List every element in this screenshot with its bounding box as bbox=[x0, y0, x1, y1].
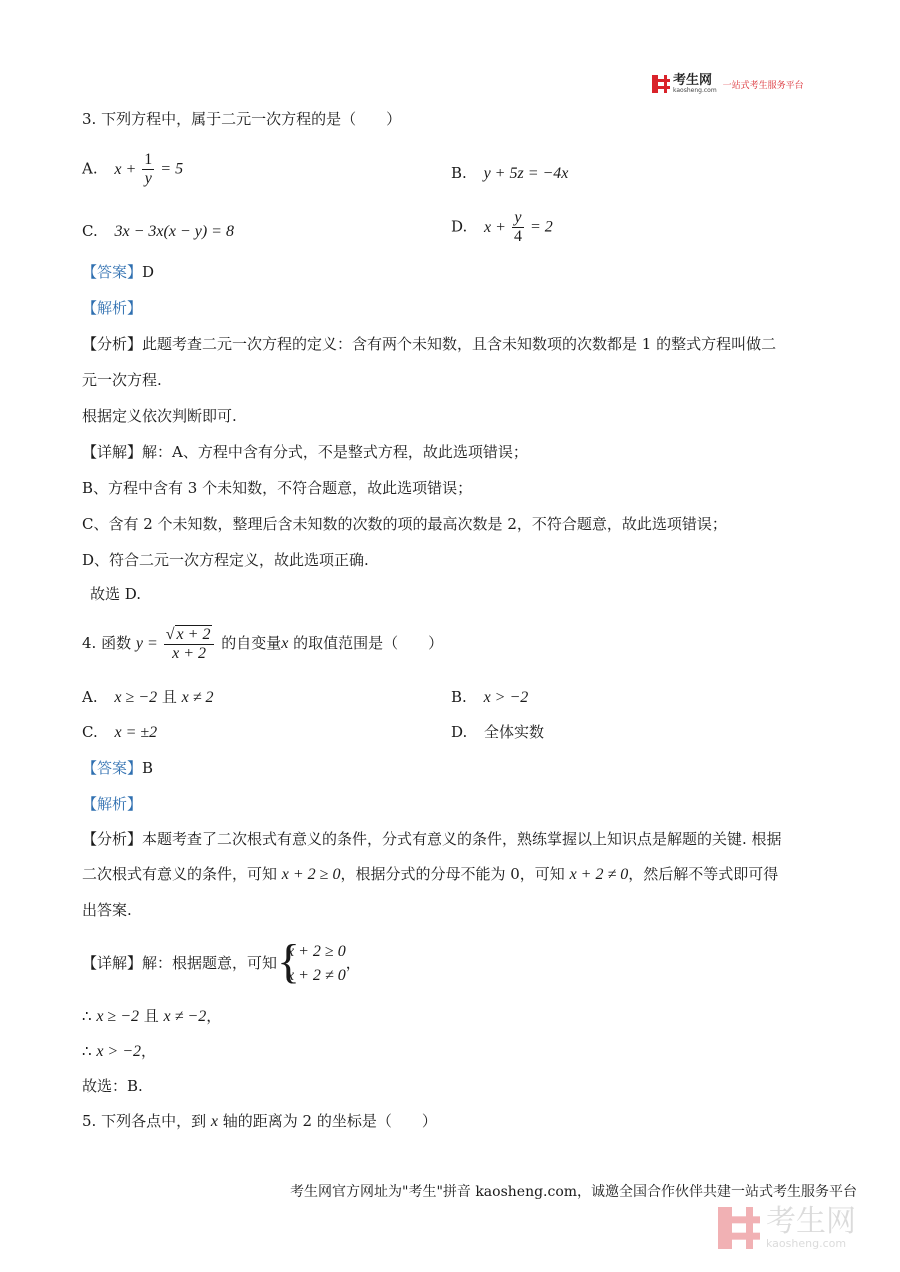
q4-fenxi-line-1: 【分析】本题考查了二次根式有意义的条件，分式有意义的条件，熟练掌握以上知识点是解题的关键. 根据 bbox=[82, 830, 782, 848]
q4-fenxi-line-2: 二次根式有意义的条件，可知 x + 2 ≥ 0，根据分式的分母不能为 0，可知 x + 2 ≠ 0，然后解不等式即可得 bbox=[82, 865, 779, 883]
q4-choose: 故选：B. bbox=[82, 1077, 143, 1095]
q5-stem: 5. 下列各点中，到 x 轴的距离为 2 的坐标是（ ） bbox=[82, 1112, 437, 1130]
q4-fenxi-line-3: 出答案. bbox=[82, 901, 132, 919]
kaosheng-logo-icon bbox=[652, 75, 670, 93]
q3-fenxi-line-2: 元一次方程. bbox=[82, 371, 162, 389]
q4-inequality-system: { x + 2 ≥ 0 x + 2 ≠ 0 bbox=[277, 935, 346, 988]
q4-stem-fraction: $\frac{√ x + 2}{x + 2}$ bbox=[164, 625, 215, 663]
header-logo bbox=[652, 74, 804, 94]
q3-detail-d: D、符合二元一次方程定义，故此选项正确. bbox=[82, 551, 369, 569]
q3-opt-d-fraction: $\frac{y}{4}$ bbox=[513, 209, 522, 245]
q3-detail-c: C、含有 2 个未知数，整理后含未知数的次数的项的最高次数是 2，不符合题意，故此选项错误； bbox=[82, 515, 727, 533]
q3-option-c: C. 3x − 3x(x − y) = 8 bbox=[82, 222, 234, 240]
q4-analysis-tag: 【解析】 bbox=[82, 795, 143, 813]
q3-rule-line: 根据定义依次判断即可. bbox=[82, 407, 237, 425]
left-brace-icon: { bbox=[277, 935, 301, 988]
q4-option-c: C. x = ±2 bbox=[82, 723, 158, 741]
q4-option-a: A. x ≥ −2 且 x ≠ 2 bbox=[82, 688, 214, 706]
q4-therefore-1: ∴ x ≥ −2 且 x ≠ −2， bbox=[82, 1007, 222, 1025]
logo-name: 考生网 bbox=[673, 73, 713, 88]
q3-answer: 【答案】D bbox=[82, 263, 155, 281]
q4-detail: 【详解】解：根据题意，可知 { x + 2 ≥ 0 x + 2 ≠ 0 ， bbox=[82, 935, 361, 988]
footer-text: 考生网官方网址为"考生"拼音 kaosheng.com，诚邀全国合作伙伴共建一站式考生服务平台 bbox=[290, 1184, 858, 1200]
q3-option-a: A. x + $\frac{1}{y}$ = 5 bbox=[82, 151, 184, 187]
q3-choose: 故选 D. bbox=[90, 585, 142, 603]
q4-therefore-2: ∴ x > −2， bbox=[82, 1042, 157, 1060]
watermark-domain: kaosheng.com bbox=[766, 1237, 847, 1250]
logo-slogan: 一站式考生服务平台 bbox=[722, 80, 804, 91]
q4-option-d: D. 全体实数 bbox=[451, 723, 545, 741]
q4-option-b: B. x > −2 bbox=[451, 688, 529, 706]
q3-option-d: D. x + $\frac{y}{4}$ = 2 bbox=[451, 209, 553, 245]
q3-opt-a-fraction: $\frac{1}{y}$ bbox=[144, 151, 153, 187]
q3-analysis-tag: 【解析】 bbox=[82, 299, 143, 317]
q3-stem: 3. 下列方程中，属于二元一次方程的是（ ） bbox=[82, 110, 402, 128]
watermark-name: 考生网 bbox=[766, 1204, 856, 1239]
footer-watermark bbox=[718, 1206, 856, 1250]
watermark-logo-icon bbox=[718, 1207, 760, 1249]
q4-answer: 【答案】B bbox=[82, 759, 154, 777]
q3-fenxi-line-1: 【分析】此题考查二元一次方程的定义：含有两个未知数，且含未知数项的次数都是 1 的整式方程叫做二 bbox=[82, 335, 777, 353]
q3-option-b: B. y + 5z = −4x bbox=[451, 164, 569, 182]
q3-detail-a: 【详解】解：A、方程中含有分式，不是整式方程，故此选项错误； bbox=[82, 443, 528, 461]
sqrt-sign-icon: √ bbox=[165, 626, 175, 643]
logo-domain: kaosheng.com bbox=[673, 87, 717, 94]
q4-stem: 4. 函数 y = $\frac{√ x + 2}{x + 2}$ 的自变量x 的取值范围是（ ） bbox=[82, 626, 444, 662]
q3-detail-b: B、方程中含有 3 个未知数，不符合题意，故此选项错误； bbox=[82, 479, 473, 497]
